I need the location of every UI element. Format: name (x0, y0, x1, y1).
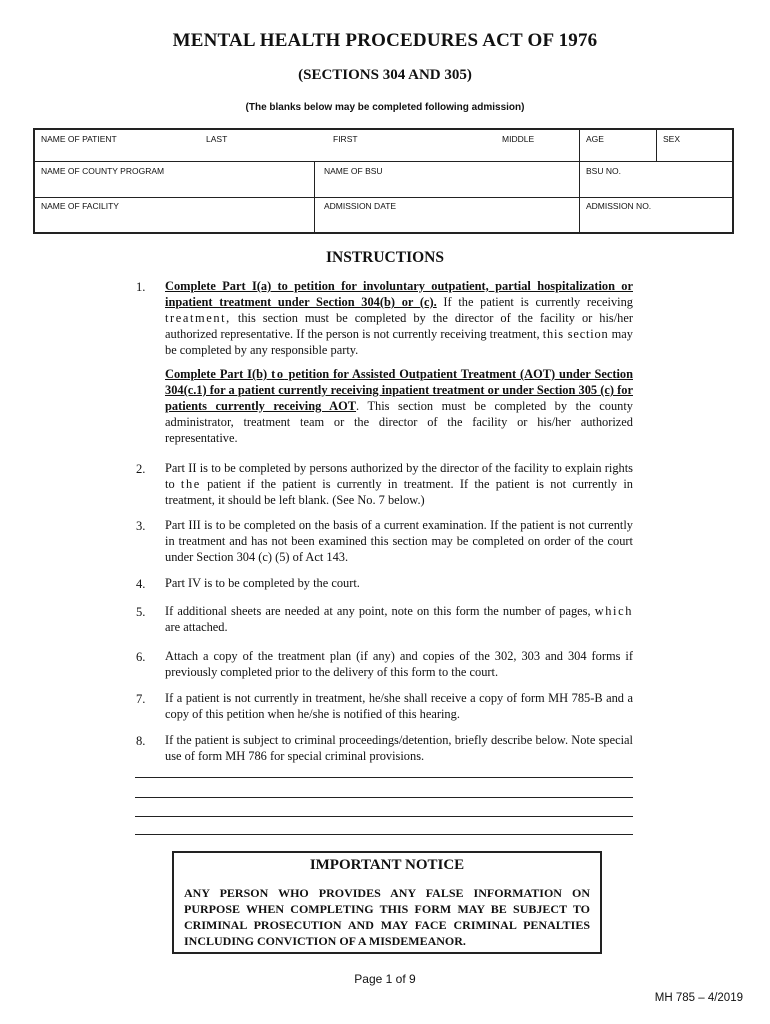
notice-text: ANY PERSON WHO PROVIDES ANY FALSE INFORMATION ON PURPOSE WHEN COMPLETING THIS FORM MAY BE SUBJECT TO CRIMINAL PROSECUTION AND MAY FACE CRIMINAL PENALTIES INCLUDING CONVICTION OF A MISDEMEANOR. (184, 886, 590, 948)
row-divider (35, 161, 732, 162)
item-number: 7. (136, 692, 146, 706)
name-of-patient-field[interactable]: NAME OF PATIENT (41, 134, 117, 144)
instruction-item-6: Attach a copy of the treatment plan (if any) and copies of the 302, 303 and 304 forms if previously completed prior to the delivery of this form to the court. (165, 649, 633, 679)
sex-field[interactable]: SEX (663, 134, 681, 144)
notice-title: IMPORTANT NOTICE (309, 857, 465, 873)
form-title: MENTAL HEALTH PROCEDURES ACT OF 1976 (172, 30, 598, 51)
patient-info-box (33, 128, 734, 234)
instructions-heading: INSTRUCTIONS (325, 249, 444, 266)
instruction-item-5: If additional sheets are needed at any point, note on this form the number of pages, which are attached. (165, 604, 633, 634)
age-field[interactable]: AGE (586, 134, 604, 144)
admission-number-field[interactable]: ADMISSION NO. (586, 201, 652, 211)
instruction-item-3: Part III is to be completed on the basis of a current examination. If the patient is not currently in treatment and has not been examined this section may be completed on order of the court under Section 304 (c) (5) of Act 143. (165, 518, 633, 564)
item-number: 6. (136, 650, 146, 664)
description-line[interactable] (135, 777, 633, 778)
important-notice-box (172, 851, 602, 954)
middle-name-label: MIDDLE (502, 134, 535, 144)
column-divider (579, 130, 580, 234)
item-number: 3. (136, 519, 146, 533)
county-program-field[interactable]: NAME OF COUNTY PROGRAM (41, 166, 165, 176)
instruction-item-4: Part IV is to be completed by the court. (165, 576, 360, 590)
instruction-item-1a: Complete Part I(a) to petition for involuntary outpatient, partial hospitalization or inpatient treatment under Section 304(b) or (c). If the patient is currently receiving treatment, this section must be completed by the director of the facility or his/her authorized representative. If the person is not currently receiving treatment, this section may be completed by any responsible party. (165, 279, 634, 357)
item-number: 1. (136, 280, 146, 294)
instruction-item-8: If the patient is subject to criminal proceedings/detention, briefly describe below. Note special use of form MH 786 for special criminal provisions. (165, 733, 633, 763)
first-name-label: FIRST (333, 134, 358, 144)
description-line[interactable] (135, 816, 633, 817)
column-divider (656, 130, 657, 161)
row-divider (35, 197, 732, 198)
form-subtitle: (SECTIONS 304 AND 305) (298, 67, 472, 83)
bsu-name-field[interactable]: NAME OF BSU (324, 166, 383, 176)
item-number: 8. (136, 734, 146, 748)
item-number: 2. (136, 462, 146, 476)
part-1a-emphasis: Complete Part I(a) to petition for involuntary outpatient, partial hospitalization or inpatient treatment under Section 304(b) or (c). (165, 279, 633, 309)
description-line[interactable] (135, 797, 633, 798)
blanks-note: (The blanks below may be completed following admission) (245, 102, 525, 113)
last-name-label: LAST (206, 134, 228, 144)
item-number: 5. (136, 605, 146, 619)
item-number: 4. (136, 577, 146, 591)
column-divider (314, 161, 315, 234)
admission-date-field[interactable]: ADMISSION DATE (324, 201, 397, 211)
description-line[interactable] (135, 834, 633, 835)
page-number: Page 1 of 9 (354, 972, 416, 986)
part-1b-emphasis: Complete Part I(b) to petition for Assisted Outpatient Treatment (AOT) under Section 304(c.1) for a patient currently receiving inpatient treatment or under Section 305 (c) for patients currently receiving AOT (165, 367, 633, 413)
bsu-number-field[interactable]: BSU NO. (586, 166, 621, 176)
instruction-item-7: If a patient is not currently in treatment, he/she shall receive a copy of form MH 785-B and a copy of this petition when he/she is notified of this hearing. (165, 691, 633, 721)
form-number: MH 785 – 4/2019 (654, 992, 743, 1004)
facility-field[interactable]: NAME OF FACILITY (41, 201, 119, 211)
instruction-item-1b: Complete Part I(b) to petition for Assisted Outpatient Treatment (AOT) under Section 304(c.1) for a patient currently receiving inpatient treatment or under Section 305 (c) for patients currently receiving AOT. This section must be completed by the county administrator, treatment team or the director of the facility or his/her authorized representative. (165, 367, 634, 445)
instruction-item-2: Part II is to be completed by persons authorized by the director of the facility to explain rights to the patient if the patient is currently in treatment. If the patient is not currently in treatment, it should be left blank. (See No. 7 below.) (165, 461, 633, 507)
